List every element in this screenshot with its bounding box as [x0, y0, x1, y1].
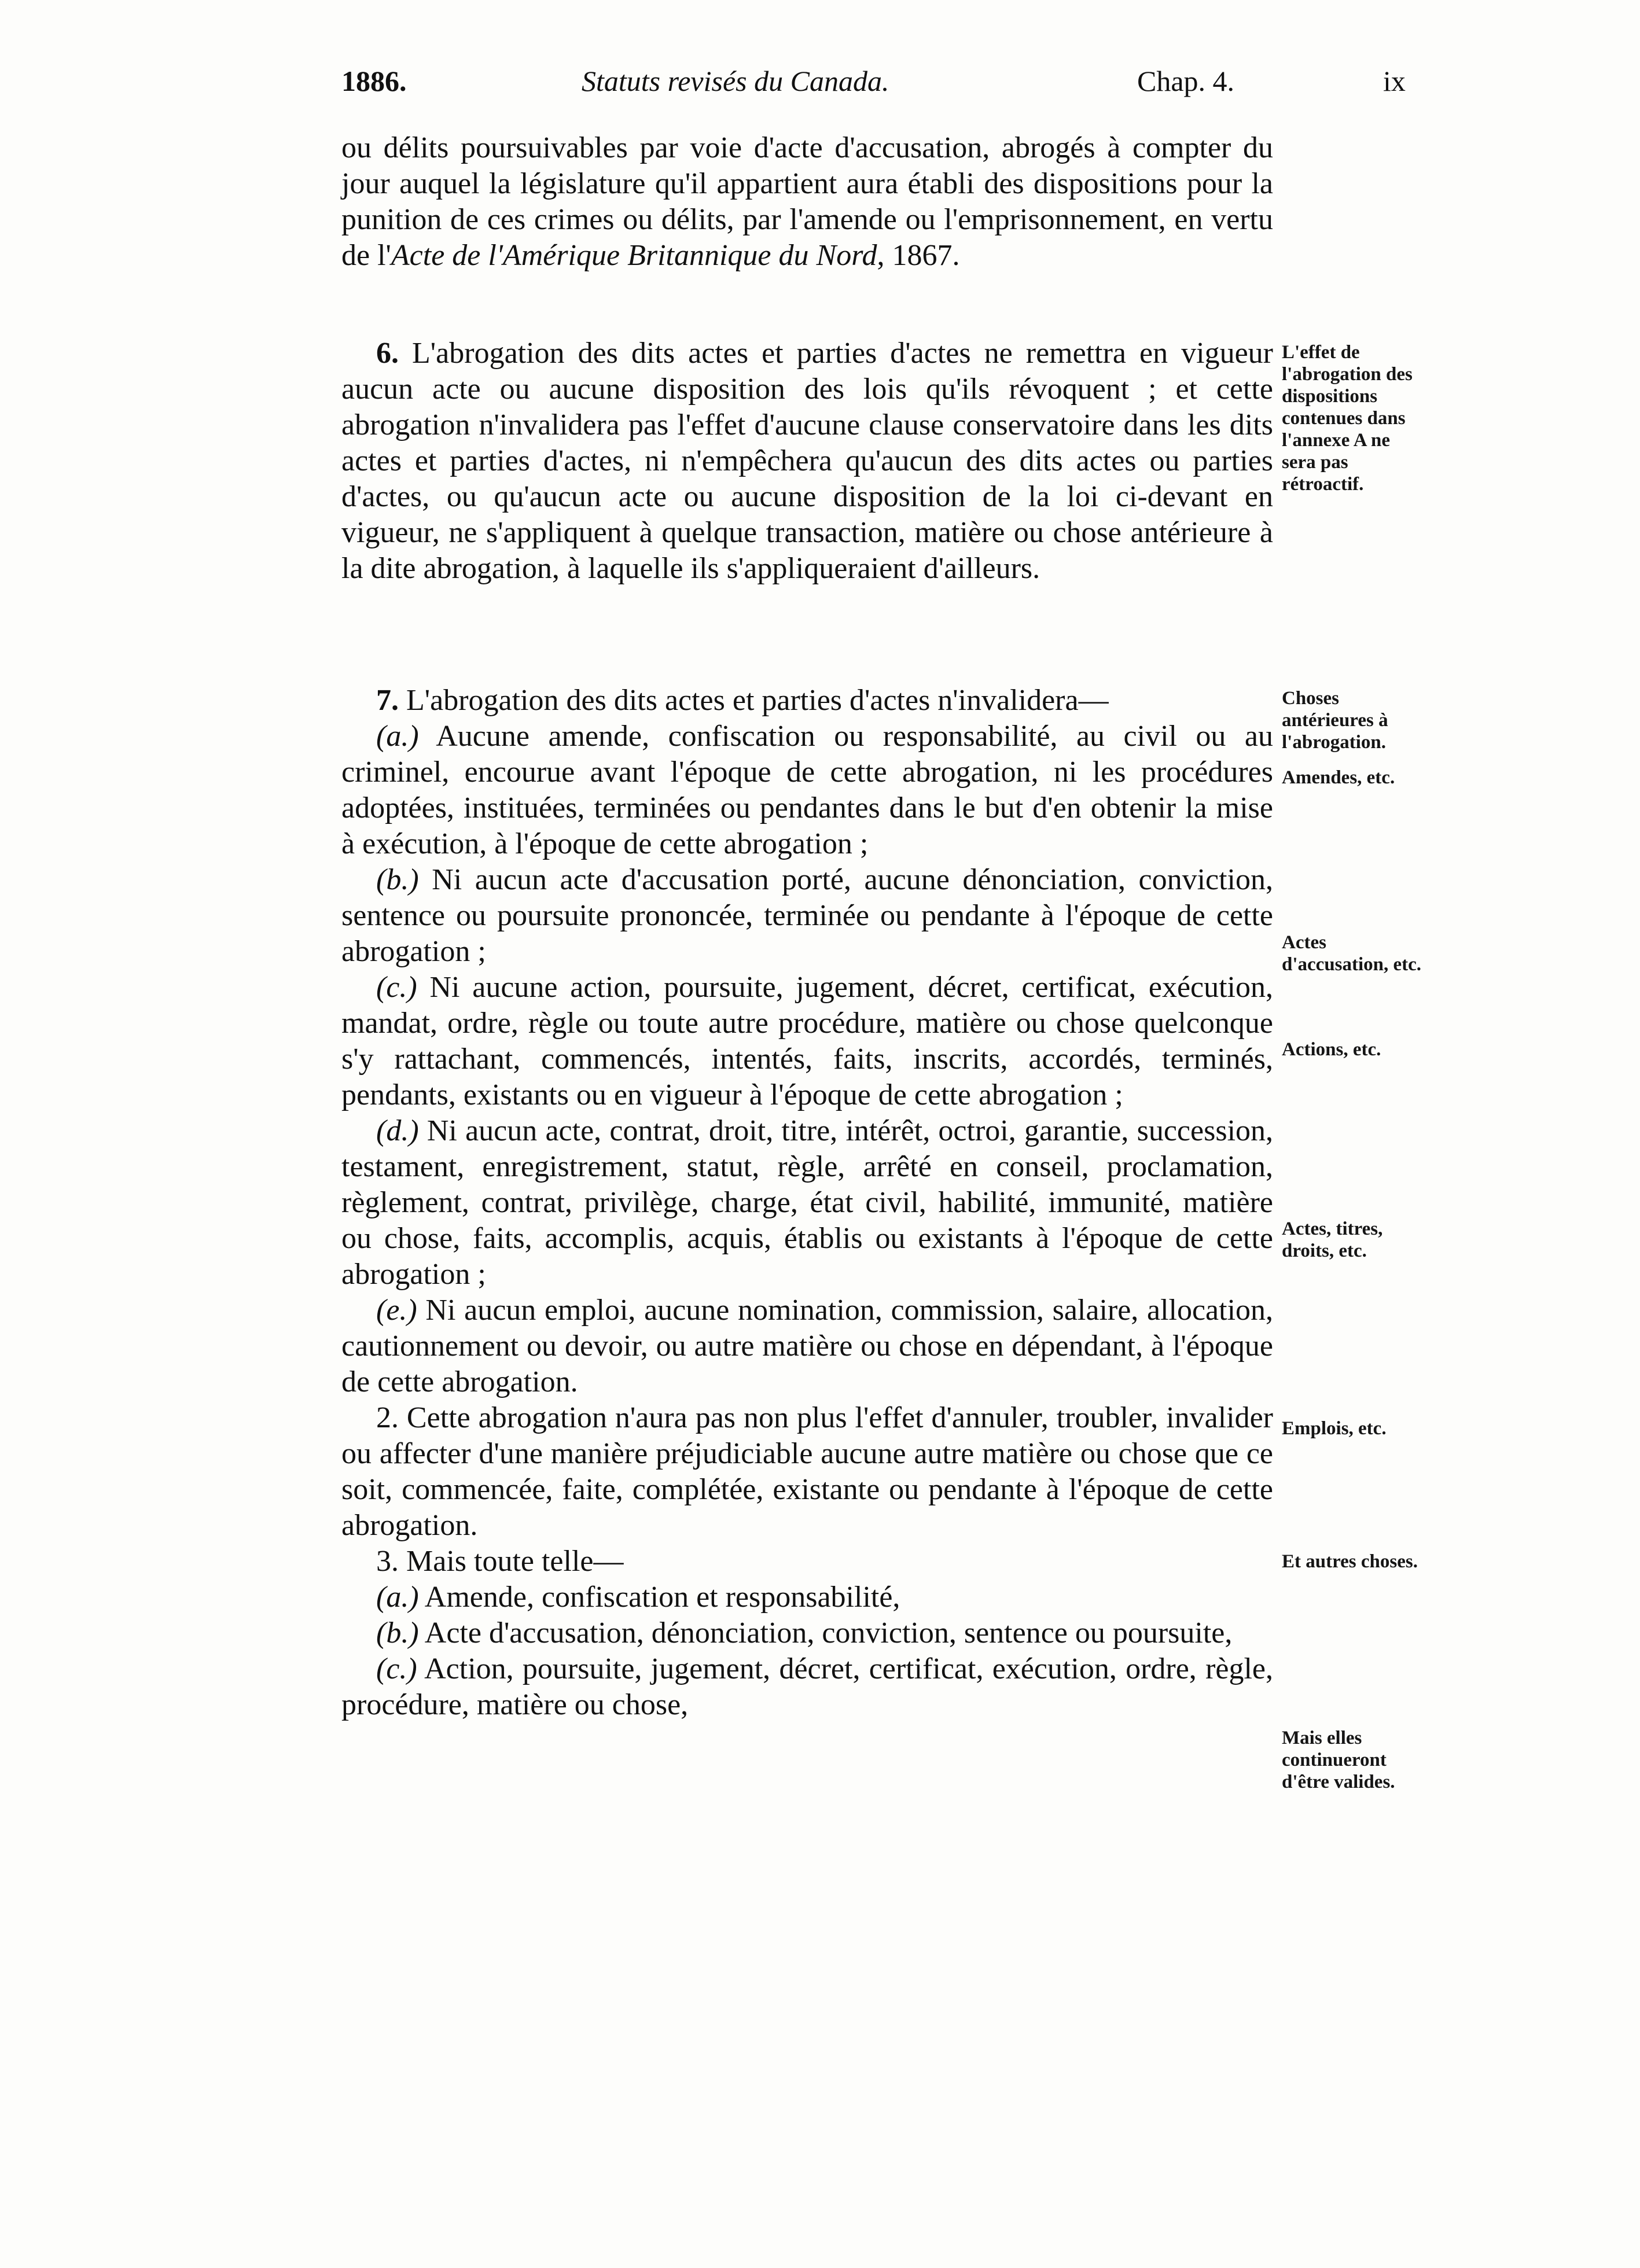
item-label: (e.) [376, 1294, 417, 1327]
section-6-number: 6. [376, 337, 399, 370]
intro-text: ou délits poursuivables par voie d'acte d'accusation, abrogés à compter du jour auquel la législature qu'il appartient aura établi des dispositions pour la punition de ces crimes ou délits, par l'amende ou l'emprisonnement, en vertu de l' [341, 131, 1273, 272]
section-7-item-d [341, 1113, 1273, 1293]
section-7-subsection-2: 2. Cette abrogation n'aura pas non plus l'effet d'annuler, troubler, invalider ou affecter d'une manière préjudiciable aucune autre matière ou chose que ce soit, commencée, faite, complétée, existante ou pendante à l'époque de cette abrogation. [341, 1401, 1273, 1542]
intro-year: , 1867. [877, 239, 960, 272]
section-7-item-b [341, 862, 1273, 970]
section-7 [341, 683, 1273, 1723]
margin-note-section-7: Choses antérieures à l'abrogation. [1282, 688, 1388, 753]
section-6-text: L'abrogation des dits actes et parties d'actes ne remettra en vigueur aucun acte ou aucune disposition des lois qu'ils révoquent ; et cette abrogation n'invalidera pas l'effet d'aucune clause conservatoire dans les dits actes et parties d'actes, ni n'empêchera qu'aucun des dits actes ou parties d'actes, ou qu'aucun acte ou aucune disposition de la loi ci-devant en vigueur, ne s'appliquent à quelque transaction, matière ou chose antérieure à la dite abrogation, à laquelle ils s'appliqueraient d'ailleurs. [341, 337, 1273, 585]
margin-note-item-d: Actes, titres, droits, etc. [1282, 1218, 1383, 1261]
item-text: Aucune amende, confiscation ou responsabilité, au civil ou au criminel, encourue avant l'époque de cette abrogation, ni les procédures adoptées, instituées, terminées ou pendantes dans le but d'en obtenir la mise à exécution, à l'époque de cette abrogation ; [341, 720, 1273, 860]
margin-note-item-b: Actes d'accusation, etc. [1282, 932, 1422, 975]
header-year: 1886. [341, 65, 407, 97]
section-7-subsection-3: 3. Mais toute telle— [376, 1545, 624, 1578]
section-7-intro-text: L'abrogation des dits actes et parties d'actes n'invalidera— [406, 684, 1109, 717]
item-text: Ni aucune action, poursuite, jugement, décret, certificat, exécution, mandat, ordre, règle ou toute autre procédure, matière ou chose quelconque s'y rattachant, commencés, intentés, faits, inscrits, accordés, terminés, pendants, existants ou en vigueur à l'époque de cette abrogation ; [341, 971, 1273, 1111]
item-text: Action, poursuite, jugement, décret, certificat, exécution, ordre, règle, procédure, matière ou chose, [341, 1652, 1273, 1721]
margin-note-subsection-3: Mais elles continueront d'être valides. [1282, 1728, 1395, 1792]
item-label: (a.) [376, 1581, 419, 1614]
section-7-item-e [341, 1293, 1273, 1400]
item-text: Acte d'accusation, dénonciation, conviction, sentence ou poursuite, [424, 1617, 1233, 1650]
section-7-intro [341, 683, 1273, 719]
item-label: (b.) [376, 1617, 419, 1650]
item-label: (a.) [376, 720, 419, 753]
margin-note-item-e: Emplois, etc. [1282, 1418, 1387, 1439]
item-label: (b.) [376, 863, 419, 896]
intro-paragraph [341, 130, 1273, 274]
intro-block [341, 130, 1273, 274]
header-title: Statuts revisés du Canada. [582, 65, 889, 97]
section-7-number: 7. [376, 684, 399, 717]
margin-note-subsection-2: Et autres choses. [1282, 1551, 1418, 1572]
header-chapter: Chap. 4. [1137, 65, 1235, 97]
section-6 [341, 336, 1273, 587]
margin-note-item-c: Actions, etc. [1282, 1039, 1381, 1060]
section-7-item-a [341, 719, 1273, 862]
item-text: Amende, confiscation et responsabilité, [424, 1581, 900, 1614]
intro-act-title: Acte de l'Amérique Britannique du Nord [391, 239, 877, 272]
margin-note-section-6: L'effet de l'abrogation des dispositions contenues dans l'annexe A ne sera pas rétroactif. [1282, 342, 1413, 495]
item-text: Ni aucun acte d'accusation porté, aucune dénonciation, conviction, sentence ou poursuite prononcée, terminée ou pendante à l'époque de cette abrogation ; [341, 863, 1274, 968]
item-text: Ni aucun emploi, aucune nomination, commission, salaire, allocation, cautionnement ou devoir, ou autre matière ou chose en dépendant, à l'époque de cette abrogation. [341, 1294, 1274, 1398]
item-text: Ni aucun acte, contrat, droit, titre, intérêt, octroi, garantie, succession, testament, enregistrement, statut, règle, arrêté en conseil, proclamation, règlement, contrat, privilège, charge, état civil, habilité, immunité, matière ou chose, faits, accomplis, acquis, établis ou existants à l'époque de cette abrogation ; [341, 1114, 1274, 1291]
header-page-number: ix [1383, 65, 1406, 97]
item-label: (d.) [376, 1114, 419, 1147]
subsection-3-item-b [341, 1615, 1273, 1651]
subsection-3-item-c [341, 1651, 1273, 1723]
section-6-paragraph [341, 336, 1273, 587]
item-label: (c.) [376, 971, 417, 1004]
margin-note-item-a: Amendes, etc. [1282, 767, 1395, 788]
item-label: (c.) [376, 1652, 417, 1685]
section-7-item-c [341, 970, 1273, 1113]
subsection-3-item-a [341, 1580, 1273, 1615]
